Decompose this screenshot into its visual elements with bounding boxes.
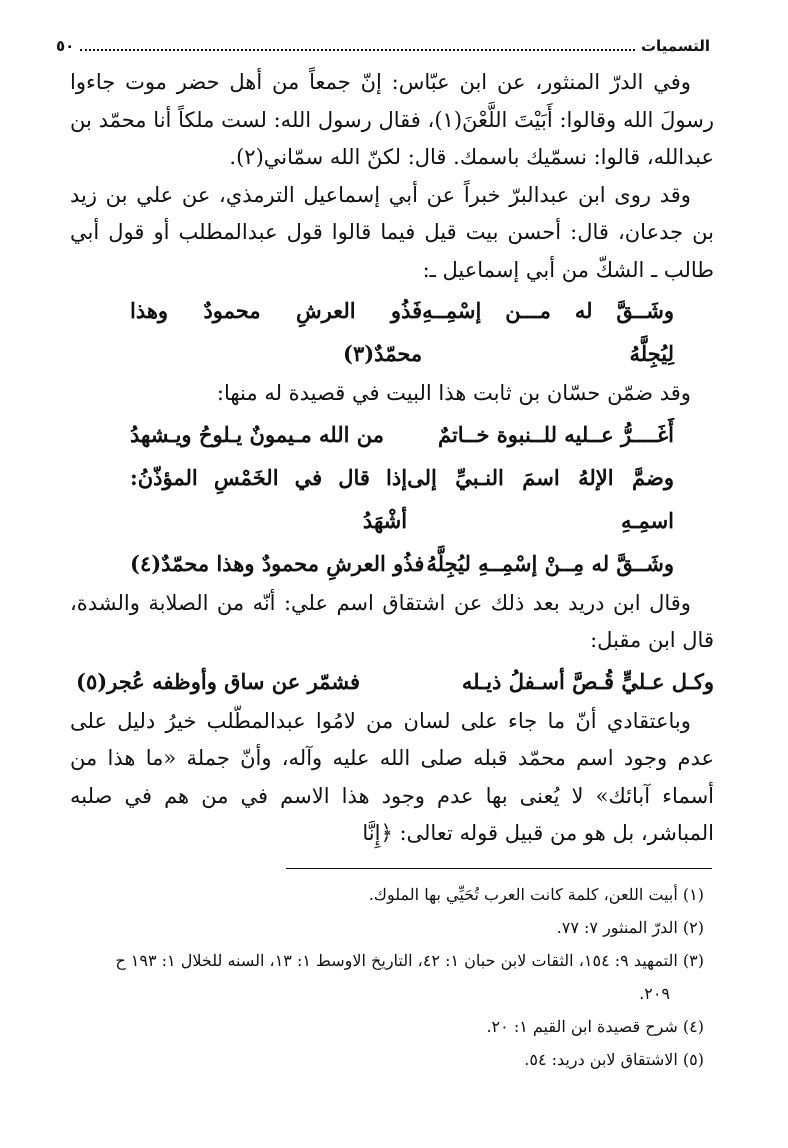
verse-3-second-hemistich: إذا قال في الخَمْسِ المؤذّنُ: أشْهَدُ xyxy=(130,464,408,533)
verse-2-second-hemistich: من الله مـيمونٌ يـلوحُ ويـشهدُ xyxy=(130,421,384,447)
running-header xyxy=(56,36,710,56)
verse-line-2 xyxy=(70,413,714,456)
footnote-1: (١) أبيت اللعن، كلمة كانت العرب تُحَيِّي بها الملوك. xyxy=(368,885,704,904)
verse-line-3 xyxy=(70,456,714,542)
paragraph-2: وقد روى ابن عبدالبرّ خبراً عن أبي إسماعيل الترمذي، عن علي بن زيد بن جدعان، قال: أحسن بيت قيل فيما قالوا قول عبدالمطلب أو قول أبي طالب ـ الشكّ من أبي إسماعيل ـ: xyxy=(70,182,714,282)
verse-1-first-hemistich: وشَــقَّ له مـــن إسْمِــهِ لِيُجِلَّهُ xyxy=(422,298,674,366)
main-text xyxy=(70,64,714,853)
chapter-title: التسميات xyxy=(640,37,710,55)
footnote-2: (٢) الدرّ المنثور ٧: ٧٧. xyxy=(556,918,704,937)
footnote-3: (٣) التمهيد ٩: ١٥٤، الثقات لابن حبان ١: ٤٢، التاريخ الاوسط ١: ١٣، السنه للخلال ١: ١٩٣ ح xyxy=(115,951,704,970)
dotted-leader xyxy=(80,41,635,51)
footnote-3-continuation: ٢٠٩. xyxy=(639,984,670,1003)
paragraph-1: وفي الدرّ المنثور، عن ابن عبّاس: إنّ جمعاً من أهل حضر موت جاءوا رسولَ الله وقالوا: أَبَيْتَ اللَّعْنَ(١)، فقال رسول الله: لست ملكاً أنا محمّد بن عبدالله، قالوا: نسمّيك باسمك. قال: لكنّ الله سمّاني(٢). xyxy=(70,70,714,169)
paragraph-4: وقال ابن دريد بعد ذلك عن اشتقاق اسم علي: أنّه من الصلابة والشدة، قال ابن مقبل: xyxy=(70,590,714,652)
footnote-4: (٤) شرح قصيدة ابن القيم ١: ٢٠. xyxy=(486,1017,704,1036)
verse-5-second-hemistich: فشمّر عن ساق وأوظفه عُجر(٥) xyxy=(76,668,361,694)
verse-5-first-hemistich: وكـل عـليٍّ قُـصَّ أسـفلُ ذيـله xyxy=(461,668,714,694)
verse-line-4 xyxy=(70,542,714,585)
verse-line-1 xyxy=(70,289,714,375)
footnote-separator xyxy=(286,868,712,869)
verse-1-second-hemistich: فَذُو العرشِ محمودٌ وهذا محمّدٌ(٣) xyxy=(130,298,423,366)
page-number: ٥٠ xyxy=(56,37,75,55)
paragraph-5: وباعتقادي أنّ ما جاء على لسان من لامُوا عبدالمطّلب خيرُ دليل على عدم وجود اسم محمّد قبله صلى الله عليه وآله، وأنّ جملة «ما هذا من أسماء آبائك» لا يُعنى بها عدم وجود هذا الاسم في من هم في صلبه المباشر، بل هو من قبيل قوله تعالى: ﴿إِنَّا xyxy=(70,708,714,845)
footnotes xyxy=(60,878,704,1076)
footnote-5: (٥) الاشتقاق لابن دريد: ٥٤. xyxy=(524,1050,704,1069)
paragraph-3: وقد ضمّن حسّان بن ثابت هذا البيت في قصيدة له منها: xyxy=(216,381,691,405)
verse-4-second-hemistich: فذُو العرشِ محمودٌ وهذا محمّدٌ(٤) xyxy=(130,550,425,576)
verse-line-5 xyxy=(70,660,714,703)
verse-2-first-hemistich: أَغَــــرُّ عــليه للــنبوة خــاتمٌ xyxy=(437,421,674,447)
verse-4-first-hemistich: وشَــقَّ له مِــنْ إسْمِــهِ ليُجِلَّهُ xyxy=(426,550,674,576)
verse-3-first-hemistich: وضمَّ الإلهُ اسمَ النـبيِّ إلى اسمِـهِ xyxy=(407,464,674,533)
